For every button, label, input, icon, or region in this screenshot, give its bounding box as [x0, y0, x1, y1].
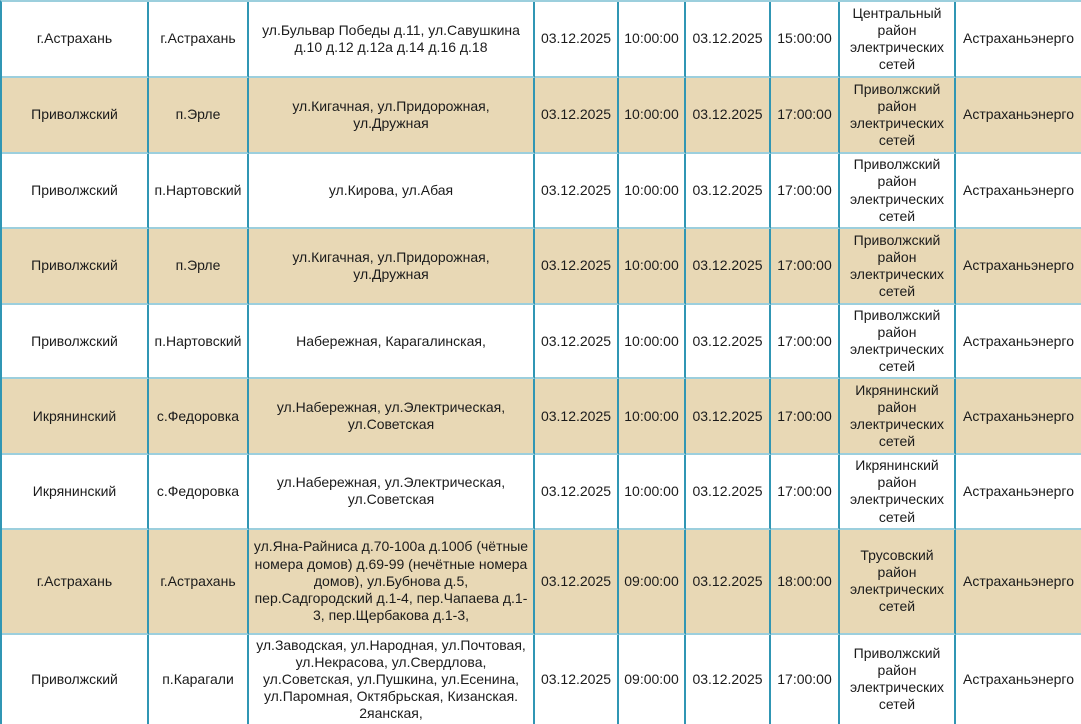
cell-end-time: 15:00:00	[771, 2, 840, 78]
cell-res: Приволжский район электрических сетей	[840, 78, 956, 154]
cell-start-date: 03.12.2025	[535, 2, 619, 78]
cell-company: Астраханьэнерго	[956, 305, 1081, 379]
cell-end-date: 03.12.2025	[686, 530, 771, 635]
cell-end-time: 17:00:00	[771, 379, 840, 455]
table-row	[2, 305, 1081, 379]
cell-end-time: 17:00:00	[771, 78, 840, 154]
cell-end-date: 03.12.2025	[686, 229, 771, 305]
cell-settlement: п.Нартовский	[149, 154, 249, 229]
cell-start-time: 10:00:00	[619, 305, 686, 379]
cell-streets: ул.Кигачная, ул.Придорожная, ул.Дружная	[249, 229, 535, 305]
cell-company: Астраханьэнерго	[956, 229, 1081, 305]
table-row	[2, 229, 1081, 305]
cell-res: Приволжский район электрических сетей	[840, 154, 956, 229]
cell-settlement: п.Нартовский	[149, 305, 249, 379]
cell-res: Приволжский район электрических сетей	[840, 635, 956, 724]
table-row	[2, 2, 1081, 78]
cell-settlement: п.Эрле	[149, 229, 249, 305]
cell-company: Астраханьэнерго	[956, 154, 1081, 229]
cell-start-date: 03.12.2025	[535, 305, 619, 379]
cell-end-time: 17:00:00	[771, 455, 840, 529]
cell-end-date: 03.12.2025	[686, 455, 771, 529]
cell-start-time: 09:00:00	[619, 635, 686, 724]
cell-streets: ул.Набережная, ул.Электрическая, ул.Советская	[249, 455, 535, 529]
cell-district: Икрянинский	[2, 455, 149, 529]
cell-start-time: 10:00:00	[619, 78, 686, 154]
table-body	[2, 2, 1081, 724]
cell-settlement: с.Федоровка	[149, 379, 249, 455]
cell-start-time: 10:00:00	[619, 229, 686, 305]
cell-streets: ул.Кигачная, ул.Придорожная, ул.Дружная	[249, 78, 535, 154]
cell-streets: ул.Кирова, ул.Абая	[249, 154, 535, 229]
cell-start-time: 10:00:00	[619, 455, 686, 529]
cell-company: Астраханьэнерго	[956, 2, 1081, 78]
cell-end-time: 18:00:00	[771, 530, 840, 635]
cell-streets: ул.Заводская, ул.Народная, ул.Почтовая, ул.Некрасова, ул.Свердлова, ул.Советская, ул.Пушкина, ул.Есенина, ул.Паромная, Октябрьская, Кизанская. 2яанская,	[249, 635, 535, 724]
cell-end-date: 03.12.2025	[686, 635, 771, 724]
table-row	[2, 78, 1081, 154]
cell-end-time: 17:00:00	[771, 154, 840, 229]
cell-res: Приволжский район электрических сетей	[840, 229, 956, 305]
cell-streets: ул.Бульвар Победы д.11, ул.Савушкина д.10 д.12 д.12а д.14 д.16 д.18	[249, 2, 535, 78]
table-row	[2, 530, 1081, 635]
cell-company: Астраханьэнерго	[956, 455, 1081, 529]
cell-end-time: 17:00:00	[771, 229, 840, 305]
cell-res: Центральный район электрических сетей	[840, 2, 956, 78]
cell-district: Приволжский	[2, 229, 149, 305]
table-row	[2, 154, 1081, 229]
table-row	[2, 635, 1081, 724]
cell-res: Трусовский район электрических сетей	[840, 530, 956, 635]
cell-end-date: 03.12.2025	[686, 379, 771, 455]
cell-end-time: 17:00:00	[771, 635, 840, 724]
cell-end-date: 03.12.2025	[686, 305, 771, 379]
cell-res: Приволжский район электрических сетей	[840, 305, 956, 379]
cell-district: Приволжский	[2, 78, 149, 154]
cell-settlement: г.Астрахань	[149, 530, 249, 635]
table-row	[2, 455, 1081, 529]
cell-district: г.Астрахань	[2, 530, 149, 635]
cell-end-time: 17:00:00	[771, 305, 840, 379]
cell-start-date: 03.12.2025	[535, 154, 619, 229]
cell-district: г.Астрахань	[2, 2, 149, 78]
cell-start-date: 03.12.2025	[535, 379, 619, 455]
cell-start-date: 03.12.2025	[535, 78, 619, 154]
cell-res: Икрянинский район электрических сетей	[840, 455, 956, 529]
cell-start-date: 03.12.2025	[535, 530, 619, 635]
cell-start-date: 03.12.2025	[535, 635, 619, 724]
cell-end-date: 03.12.2025	[686, 154, 771, 229]
cell-start-date: 03.12.2025	[535, 455, 619, 529]
table-row	[2, 379, 1081, 455]
cell-settlement: г.Астрахань	[149, 2, 249, 78]
cell-end-date: 03.12.2025	[686, 78, 771, 154]
cell-company: Астраханьэнерго	[956, 78, 1081, 154]
cell-district: Приволжский	[2, 154, 149, 229]
cell-start-time: 10:00:00	[619, 2, 686, 78]
cell-streets: ул.Набережная, ул.Электрическая, ул.Советская	[249, 379, 535, 455]
cell-start-time: 10:00:00	[619, 154, 686, 229]
cell-district: Приволжский	[2, 305, 149, 379]
cell-streets: Набережная, Карагалинская,	[249, 305, 535, 379]
cell-start-date: 03.12.2025	[535, 229, 619, 305]
cell-start-time: 09:00:00	[619, 530, 686, 635]
cell-company: Астраханьэнерго	[956, 530, 1081, 635]
cell-settlement: п.Эрле	[149, 78, 249, 154]
cell-district: Икрянинский	[2, 379, 149, 455]
cell-start-time: 10:00:00	[619, 379, 686, 455]
cell-district: Приволжский	[2, 635, 149, 724]
cell-streets: ул.Яна-Райниса д.70-100а д.100б (чётные номера домов) д.69-99 (нечётные номера домов), ул.Бубнова д.5, пер.Садгородский д.1-4, пер.Чапаева д.1-3, пер.Щербакова д.1-3,	[249, 530, 535, 635]
cell-settlement: с.Федоровка	[149, 455, 249, 529]
cell-settlement: п.Карагали	[149, 635, 249, 724]
cell-end-date: 03.12.2025	[686, 2, 771, 78]
cell-company: Астраханьэнерго	[956, 379, 1081, 455]
cell-res: Икрянинский район электрических сетей	[840, 379, 956, 455]
cell-company: Астраханьэнерго	[956, 635, 1081, 724]
